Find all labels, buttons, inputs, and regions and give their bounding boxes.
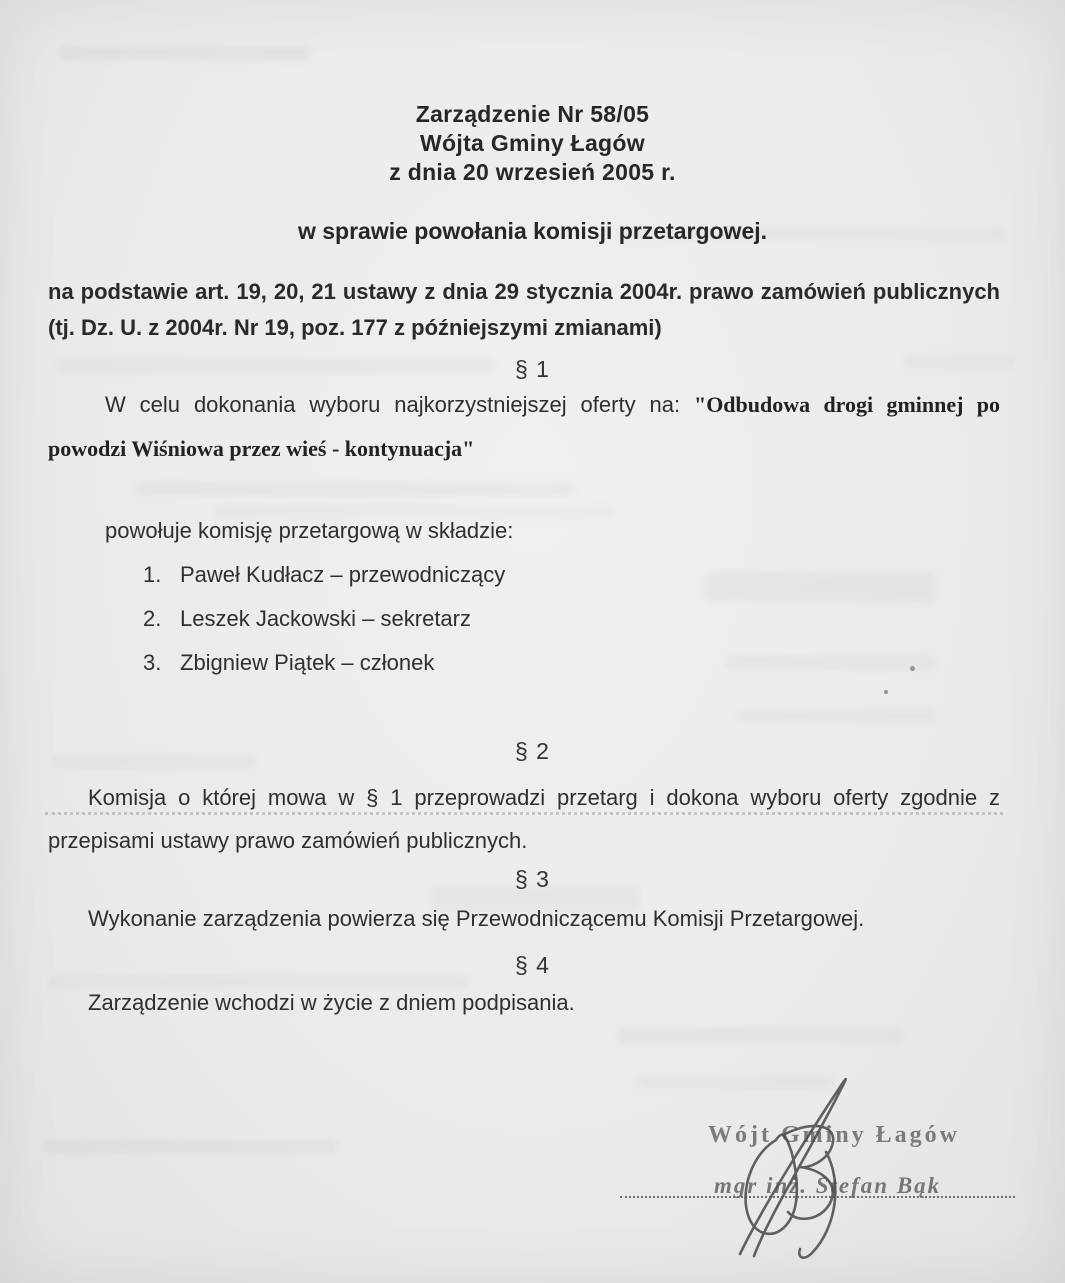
member-label: Zbigniew Piątek – członek	[180, 650, 435, 675]
handwritten-signature	[700, 1062, 890, 1267]
section-1-paragraph	[48, 383, 1000, 471]
ghost-smudge	[618, 1028, 903, 1043]
ghost-smudge	[725, 655, 935, 670]
stamp-name: mgr inż. Stefan Bąk	[714, 1173, 942, 1198]
ghost-smudge	[735, 710, 935, 722]
ghost-smudge	[135, 482, 575, 496]
ghost-smudge	[705, 572, 935, 602]
member-number: 1.	[143, 562, 162, 587]
title-line-1: Zarządzenie Nr 58/05	[415, 101, 650, 127]
committee-member-row	[143, 606, 471, 632]
section-1-heading: § 1	[515, 356, 550, 382]
section-2-paragraph: Komisja o której mowa w § 1 przeprowadzi przetarg i dokona wyboru oferty zgodnie z przepisami ustawy prawo zamówień publicznych.	[48, 785, 1000, 853]
section-4-heading: § 4	[515, 952, 550, 978]
legal-basis-paragraph: na podstawie art. 19, 20, 21 ustawy z dnia 29 stycznia 2004r. prawo zamówień publicznych (tj. Dz. U. z 2004r. Nr 19, poz. 177 z późniejszymi zmianami)	[48, 279, 1000, 340]
stamp-title: Wójt Gminy Łagów	[708, 1122, 960, 1148]
title-line-2: Wójta Gminy Łagów	[420, 130, 645, 156]
member-number: 3.	[143, 650, 162, 675]
member-number: 2.	[143, 606, 162, 631]
section-2-heading: § 2	[515, 738, 550, 764]
section-4-paragraph: Zarządzenie wchodzi w życie z dniem podpisania.	[88, 990, 575, 1015]
ghost-smudge	[60, 46, 310, 61]
ink-speck	[884, 690, 888, 694]
committee-member-row	[143, 562, 505, 588]
committee-intro: powołuje komisję przetargową w składzie:	[105, 518, 514, 543]
tender-name: "Odbudowa drogi gminnej po powodzi Wiśniowa przez wieś - kontynuacja"	[48, 392, 1000, 461]
ghost-smudge	[215, 505, 615, 517]
title-line-3: z dnia 20 wrzesień 2005 r.	[389, 159, 676, 185]
document-title	[0, 100, 1065, 187]
section-3-paragraph: Wykonanie zarządzenia powierza się Przewodniczącemu Komisji Przetargowej.	[88, 906, 865, 931]
ghost-smudge	[42, 1140, 337, 1154]
subject-line: w sprawie powołania komisji przetargowej.	[297, 218, 768, 244]
section-3-heading: § 3	[515, 866, 550, 892]
member-label: Paweł Kudłacz – przewodniczący	[180, 562, 506, 587]
section-1-intro: W celu dokonania wyboru najkorzystniejszej oferty na:	[105, 392, 694, 417]
committee-member-row	[143, 650, 434, 676]
member-label: Leszek Jackowski – sekretarz	[180, 606, 471, 631]
ink-speck	[910, 666, 915, 671]
